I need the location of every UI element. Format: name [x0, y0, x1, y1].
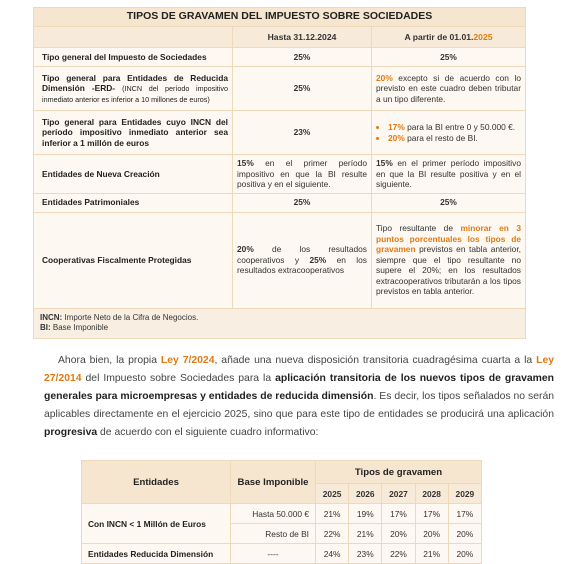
cell-coop-2024: 20% de los resultados cooperativos y 25% en los resultados extracooperativos — [233, 212, 372, 308]
cell: 17% — [382, 504, 415, 524]
cell: 22% — [316, 524, 349, 544]
row-label-nueva: Entidades de Nueva Creación — [34, 155, 233, 194]
base-resto: Resto de BI — [231, 524, 316, 544]
cell: 23% — [349, 544, 382, 564]
link-ley-7-2024[interactable]: Ley 7/2024 — [160, 355, 215, 366]
tax-rates-table — [33, 7, 526, 339]
cell: 21% — [415, 544, 448, 564]
row-label-patrimoniales: Entidades Patrimoniales — [34, 193, 233, 212]
cell: 17% — [448, 504, 481, 524]
row-label-small: Tipo general para Entidades cuyo INCN del período impositivo inmediato anterior sea inferior a 1 millón de euros — [34, 111, 233, 155]
cell: 19% — [349, 504, 382, 524]
row-label-erd: Tipo general para Entidades de Reducida Dimensión -ERD- (INCN del período impositivo inmediato anterior es inferior a 10 millones de euros) — [34, 67, 233, 111]
link-ley-27-2014[interactable]: Ley 27/2014 — [44, 355, 555, 384]
cell: 17% — [415, 504, 448, 524]
year-2028: 2028 — [415, 484, 448, 504]
cell-general-2024: 25% — [233, 48, 372, 67]
base-erd: ---- — [231, 544, 316, 564]
cell: 21% — [316, 504, 349, 524]
header-entidades: Entidades — [82, 461, 231, 504]
year-2027: 2027 — [382, 484, 415, 504]
cell: 20% — [415, 524, 448, 544]
cell: 21% — [349, 524, 382, 544]
cell: 20% — [448, 544, 481, 564]
footnote-incn: INCN: Importe Neto de la Cifra de Negocios. — [40, 312, 199, 322]
row-label-general: Tipo general del Impuesto de Sociedades — [34, 48, 233, 67]
header-tipos-gravamen: Tipos de gravamen — [316, 461, 482, 484]
cell-erd-2024: 25% — [233, 67, 372, 111]
table-row — [82, 504, 482, 524]
year-2026: 2026 — [349, 484, 382, 504]
year-2025: 2025 — [316, 484, 349, 504]
cell: 24% — [316, 544, 349, 564]
cell-patrimoniales-2025: 25% — [372, 193, 526, 212]
row-label-incn: Con INCN < 1 Millón de Euros — [82, 504, 231, 544]
footnote-bi: BI: Base Imponible — [40, 323, 109, 333]
cell-coop-2025: Tipo resultante de minorar en 3 puntos porcentuales los tipos de gravamen previstos en tabla anterior, siempre que el tipo resultante no supere el 20%; en los resultados extracooperativos tributarán a los tipos previstos en tabla anterior. — [372, 212, 526, 308]
header-base-imponible: Base Imponible — [231, 461, 316, 504]
table-footnote — [34, 308, 526, 339]
cell: 20% — [448, 524, 481, 544]
header-hasta: Hasta 31.12.2024 — [233, 27, 372, 48]
header-apartir: A partir de 01.01.2025 — [372, 27, 526, 48]
cell-patrimoniales-2024: 25% — [233, 193, 372, 212]
row-label-erd: Entidades Reducida Dimensión — [82, 544, 231, 564]
row-label-coop: Cooperativas Fiscalmente Protegidas — [34, 212, 233, 308]
cell: 20% — [382, 524, 415, 544]
bullet-20: • 20% para el resto de BI. — [388, 133, 521, 144]
table-title: TIPOS DE GRAVAMEN DEL IMPUESTO SOBRE SOCIEDADES — [34, 8, 526, 27]
cell-small-2025 — [372, 111, 526, 155]
year-2029: 2029 — [448, 484, 481, 504]
cell-small-2024: 23% — [233, 111, 372, 155]
header-empty — [34, 27, 233, 48]
cell-nueva-2025: 15% en el primer período impositivo en que la BI resulte positiva y en el siguiente. — [372, 155, 526, 194]
table-row — [82, 544, 482, 564]
body-paragraph: Ahora bien, la propia Ley 7/2024, añade una nueva disposición transitoria cuadragésima cuarta a la Ley 27/2014 del Impuesto sobre Sociedades para la aplicación transitoria de los nuevos tipos de gravamen generales para microempresas y entidades de reducida dimensión. Es decir, los tipos señalados no serán aplicables directamente en el ejercicio 2025, sino que para este tipo de entidades se producirá una aplicación progresiva de acuerdo con el siguiente cuadro informativo: — [44, 355, 555, 438]
progressive-rates-table — [81, 460, 482, 564]
cell-nueva-2024: 15% en el primer período impositivo en que la BI resulte positiva y en el siguiente. — [233, 155, 372, 194]
bullet-17: • 17% para la BI entre 0 y 50.000 €. — [388, 122, 521, 133]
cell: 22% — [382, 544, 415, 564]
base-hasta-50000: Hasta 50.000 € — [231, 504, 316, 524]
cell-erd-2025: 20% excepto si de acuerdo con lo previsto en este cuadro deben tributar a un tipo diferente. — [372, 67, 526, 111]
cell-general-2025: 25% — [372, 48, 526, 67]
